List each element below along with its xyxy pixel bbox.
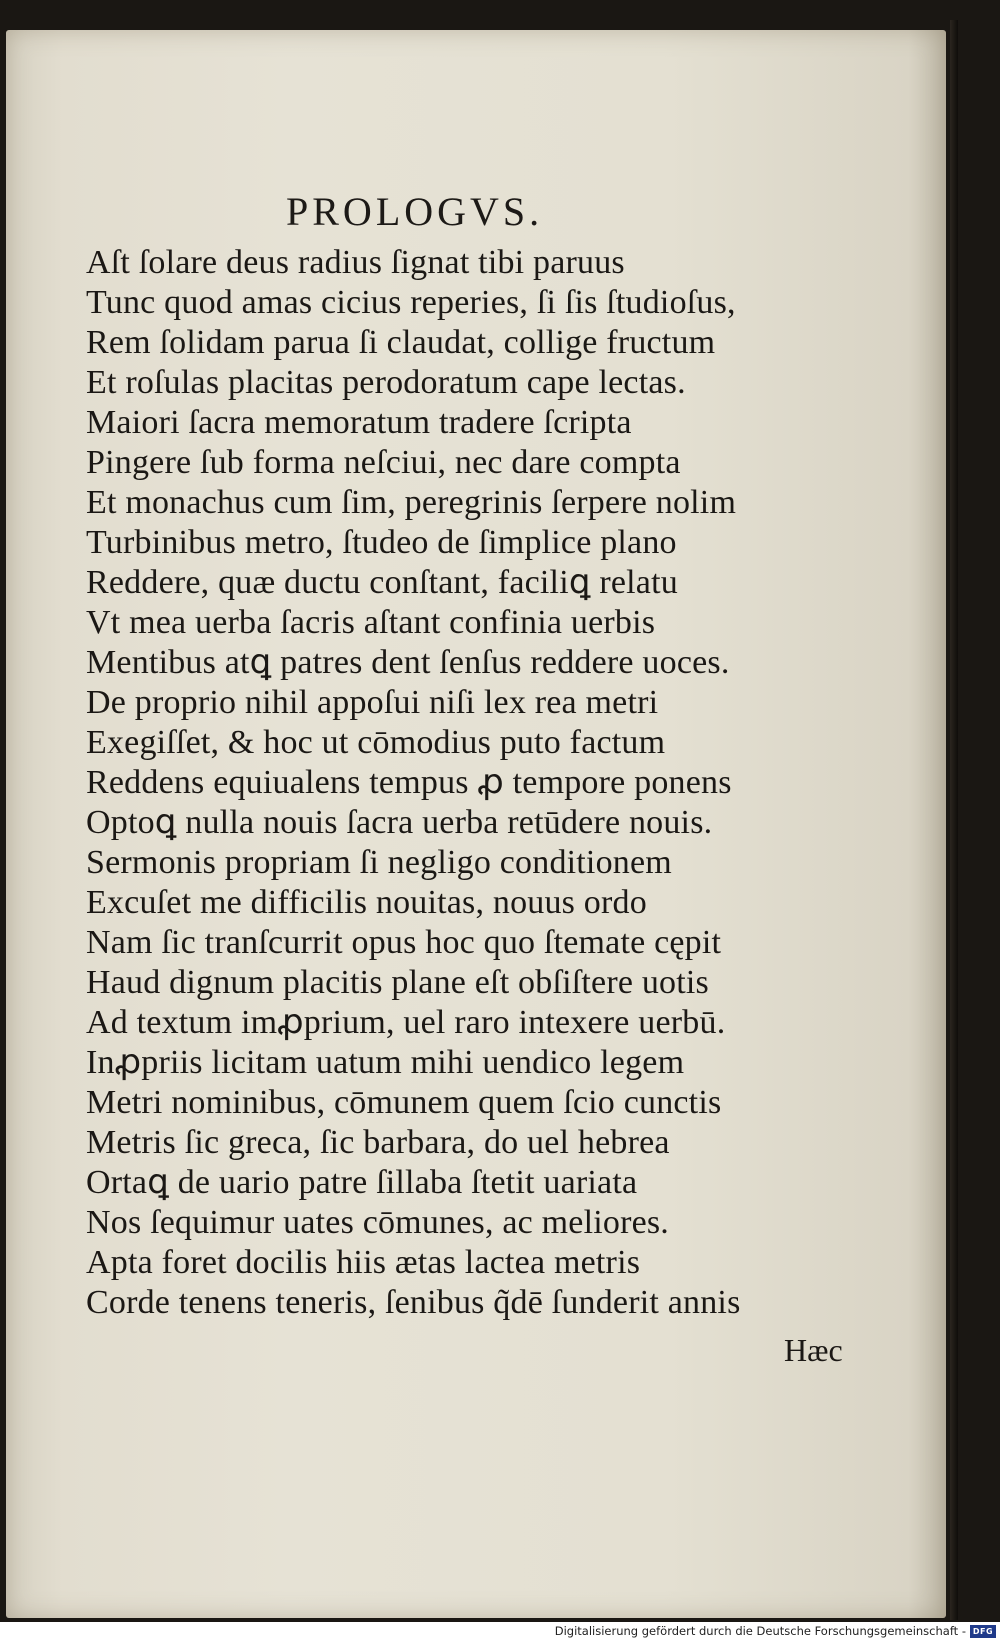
verse-line: Aſt ſolare deus radius ſignat tibi paruus	[86, 244, 625, 281]
verse-line: Maiori ſacra memoratum tradere ſcripta	[86, 404, 632, 441]
verse-line: Et monachus cum ſim, peregrinis ſerpere nolim	[86, 484, 737, 521]
verse-line: Metri nominibus, cōmunem quem ſcio cunctis	[86, 1084, 722, 1121]
verse-line: Apta foret docilis hiis ætas lactea metris	[86, 1244, 641, 1281]
verse-line: Turbinibus metro, ſtudeo de ſimplice plano	[86, 524, 677, 561]
verse-line: Pingere ſub forma neſciui, nec dare compta	[86, 444, 681, 481]
catchword: Hæc	[784, 1332, 843, 1368]
verse-line: Mentibus atꝗ patres dent ſenſus reddere uoces.	[86, 644, 730, 681]
footer-credit: Digitalisierung gefördert durch die Deutsche Forschungsgemeinschaft -	[554, 1624, 966, 1638]
dfg-logo-icon: DFG	[970, 1625, 996, 1638]
verse-line: Tunc quod amas cicius reperies, ſi ſis ſtudioſus,	[86, 284, 736, 321]
page-edge-shadow	[950, 20, 958, 1620]
page-heading: PROLOGVS.	[286, 189, 544, 234]
verse-line: Exegiſſet, & hoc ut cōmodius puto factum	[86, 724, 666, 761]
verse-line: Sermonis propriam ſi negligo conditionem	[86, 844, 672, 881]
verse-line: Nam ſic tranſcurrit opus hoc quo ſtemate cępit	[86, 924, 722, 961]
verse-line: Ad textum imꝓprium, uel raro intexere uerbū.	[86, 1004, 726, 1041]
verse-line: Reddens equiualens tempus ꝓ tempore ponens	[86, 764, 732, 801]
book-page	[6, 30, 946, 1618]
verse-line: Metris ſic greca, ſic barbara, do uel hebrea	[86, 1124, 670, 1161]
verse-line: Vt mea uerba ſacris aſtant confinia uerbis	[86, 604, 656, 641]
verse-line: Excuſet me difficilis nouitas, nouus ordo	[86, 884, 647, 921]
verse-line: De proprio nihil appoſui niſi lex rea metri	[86, 684, 659, 721]
verse-line: Rem ſolidam parua ſi claudat, collige fructum	[86, 324, 716, 361]
verse-line: Nos ſequimur uates cōmunes, ac meliores.	[86, 1204, 670, 1241]
verse-block	[86, 243, 886, 1323]
verse-line: Reddere, quæ ductu conſtant, faciliꝗ relatu	[86, 564, 678, 601]
footer-bar	[0, 1622, 1000, 1641]
verse-line: Corde tenens teneris, ſenibus q̃dē ſunderit annis	[86, 1284, 741, 1321]
verse-line: Inꝓpriis licitam uatum mihi uendico legem	[86, 1044, 685, 1081]
verse-line: Et roſulas placitas perodoratum cape lectas.	[86, 364, 686, 401]
verse-line: Haud dignum placitis plane eſt obſiſtere uotis	[86, 964, 709, 1001]
verse-line: Ortaꝗ de uario patre ſillaba ſtetit uariata	[86, 1164, 638, 1201]
verse-line: Optoꝗ nulla nouis ſacra uerba retūdere nouis.	[86, 804, 713, 841]
